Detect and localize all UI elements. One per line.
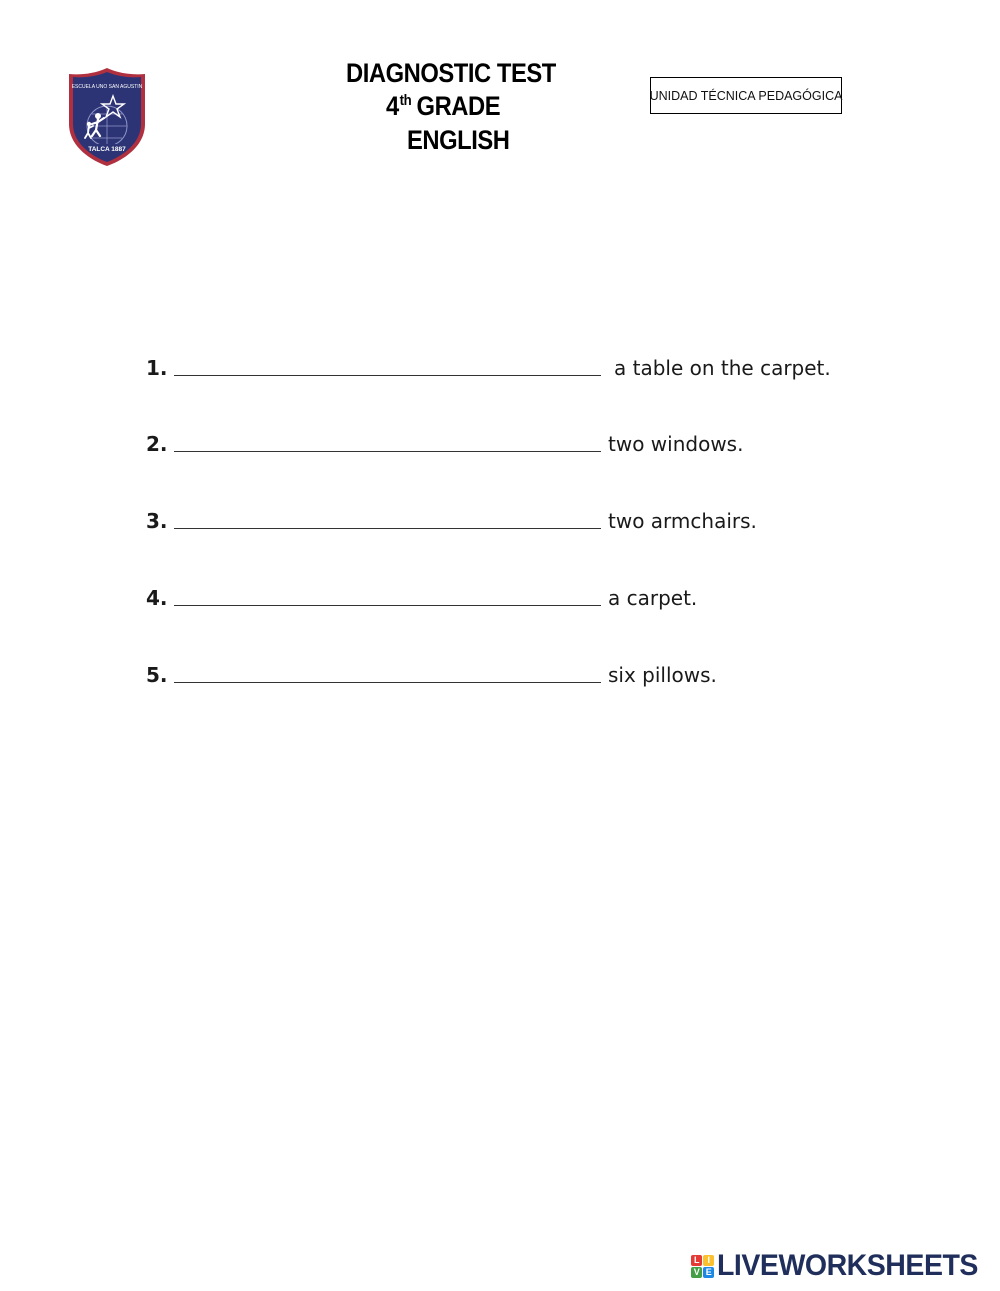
answer-blank[interactable] (174, 508, 601, 529)
brand-letter-e: E (703, 1267, 714, 1278)
page-title: DIAGNOSTIC TEST (346, 58, 556, 88)
answer-blank[interactable] (174, 662, 601, 683)
question-item (146, 503, 757, 533)
answer-blank[interactable] (174, 431, 601, 452)
unit-label: UNIDAD TÉCNICA PEDAGÓGICA (649, 88, 843, 103)
question-text: six pillows. (608, 663, 717, 687)
brand-letter-v: V (691, 1267, 702, 1278)
grade-suffix: th (399, 92, 412, 109)
answer-blank[interactable] (174, 585, 601, 606)
question-number: 5. (146, 663, 168, 687)
grade-line (386, 91, 500, 122)
unit-label-box (650, 77, 842, 114)
question-number: 1. (146, 356, 168, 380)
question-text: a carpet. (608, 586, 698, 610)
question-number: 2. (146, 432, 168, 456)
liveworksheets-brand[interactable] (691, 1249, 992, 1283)
brand-letter-l: L (691, 1255, 702, 1266)
question-text: two armchairs. (608, 509, 757, 533)
brand-letter-i: I (703, 1255, 714, 1266)
crest-ring-text: ESCUELA UNO SAN AGUSTIN (71, 84, 143, 90)
answer-blank[interactable] (174, 355, 601, 376)
brand-live-icon (691, 1255, 714, 1278)
school-crest-icon (66, 66, 148, 168)
brand-text: LIVEWORKSHEETS (717, 1249, 979, 1282)
grade-number: 4 (386, 91, 399, 121)
question-text: two windows. (608, 432, 744, 456)
question-item (146, 426, 743, 456)
subject-title: ENGLISH (407, 125, 510, 155)
question-text: a table on the carpet. (614, 356, 831, 380)
question-number: 3. (146, 509, 168, 533)
question-item (146, 580, 697, 610)
grade-word: GRADE (416, 91, 501, 121)
school-logo (66, 66, 148, 168)
question-item (146, 350, 831, 380)
question-item (146, 657, 717, 687)
question-number: 4. (146, 586, 168, 610)
crest-bottom-text: TALCA 1887 (88, 146, 126, 153)
